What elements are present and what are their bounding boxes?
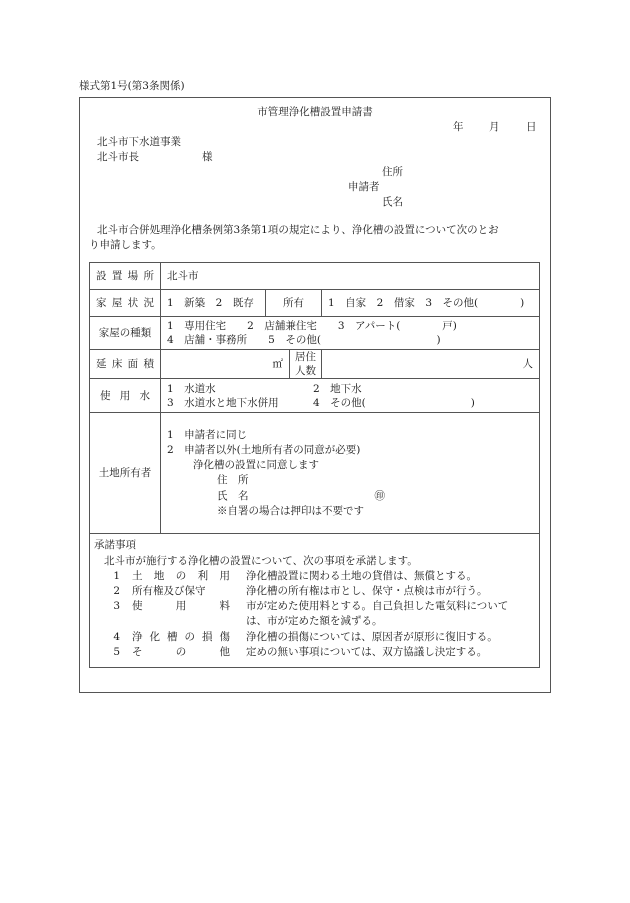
consent-item-4: 4 浄 化 槽 の 損 傷 浄化槽の損傷については、原因者が原形に復旧する。 bbox=[113, 630, 498, 643]
water-opt-2: 2 地下水 bbox=[313, 382, 362, 395]
floor-area-label: 延 床 面 積 bbox=[90, 350, 161, 379]
location-label: 設 置 場 所 bbox=[90, 263, 161, 290]
consent-section bbox=[90, 534, 540, 668]
seal-mark: ㊞ bbox=[374, 489, 385, 502]
consent-item-5: 5 そ の 他 定めの無い事項については、双方協議し決定する。 bbox=[113, 645, 488, 658]
floor-area-unit: ㎡ bbox=[161, 350, 290, 379]
applicant-label: 申請者 bbox=[348, 181, 380, 193]
row-floor-area bbox=[90, 350, 540, 379]
intro-line-1: 北斗市合併処理浄化槽条例第3条第1項の規定により、浄化槽の設置について次のとお bbox=[97, 224, 499, 236]
applicant-address-label: 住所 bbox=[382, 166, 403, 178]
land-owner-label: 土地所有者 bbox=[90, 413, 161, 534]
row-location bbox=[90, 263, 540, 290]
consent-intro: 北斗市が施行する浄化槽の設置について、次の事項を承諾します。 bbox=[104, 554, 418, 567]
owner-address: 住 所 bbox=[217, 474, 249, 487]
land-owner-details bbox=[161, 413, 540, 534]
location-value: 北斗市 bbox=[161, 263, 540, 290]
consent-item-3-cont: は、市が定めた額を減ずる。 bbox=[246, 615, 383, 628]
date-day: 日 bbox=[526, 121, 537, 133]
owner-consent: 浄化槽の設置に同意します bbox=[193, 459, 319, 472]
house-type-label: 家屋の種類 bbox=[90, 317, 161, 350]
water-opt-3: 3 水道水と地下水併用 bbox=[167, 396, 279, 409]
consent-item-1: 1 土 地 の 利 用 浄化槽設置に関わる土地の貸借は、無償とする。 bbox=[113, 569, 477, 582]
row-consent bbox=[90, 534, 540, 668]
application-table bbox=[89, 262, 540, 668]
intro-line-2: り申請します。 bbox=[89, 239, 162, 251]
owner-other: 2 申請者以外(土地所有者の同意が必要) bbox=[167, 443, 361, 456]
owner-name-line bbox=[167, 489, 533, 504]
addressee-honorific: 様 bbox=[202, 151, 213, 163]
addressee-mayor: 北斗市長 bbox=[97, 151, 139, 163]
date-month: 月 bbox=[489, 121, 500, 133]
consent-item-2: 2 所有権及び保守 浄化槽の所有権は市とし、保守・点検は市が行う。 bbox=[113, 585, 488, 597]
status-label: 家 屋 状 況 bbox=[90, 290, 161, 317]
house-type-options bbox=[161, 317, 540, 350]
row-house-type bbox=[90, 317, 540, 350]
owner-note: ※自署の場合は押印は不要です bbox=[217, 504, 364, 517]
water-label: 使 用 水 bbox=[90, 379, 161, 413]
date-year: 年 bbox=[453, 121, 464, 133]
ownership-options: 1 自家 2 借家 3 その他( ) bbox=[322, 290, 540, 317]
consent-item-3: 3 使 用 料 市が定めた使用料とする。自己負担した電気料について bbox=[113, 600, 509, 613]
water-opt-4: 4 その他( ) bbox=[313, 396, 475, 409]
applicant-name-label: 氏名 bbox=[382, 196, 403, 208]
status-new-existing: 1 新築 2 既存 bbox=[161, 290, 266, 317]
owner-name: 氏 名 bbox=[217, 489, 249, 502]
residents-unit: 人 bbox=[322, 350, 540, 379]
consent-heading: 承諾事項 bbox=[94, 539, 136, 552]
house-type-line-1: 1 専用住宅 2 店舗兼住宅 3 アパート( 戸) bbox=[167, 319, 457, 332]
form-number: 様式第1号(第3条関係) bbox=[79, 80, 185, 92]
ownership-label: 所有 bbox=[266, 290, 322, 317]
row-land-owner bbox=[90, 413, 540, 534]
row-house-status bbox=[90, 290, 540, 317]
water-options bbox=[161, 379, 540, 413]
owner-same: 1 申請者に同じ bbox=[167, 428, 248, 441]
addressee-office: 北斗市下水道事業 bbox=[97, 136, 181, 148]
residents-label: 居住人数 bbox=[290, 350, 322, 379]
form-title: 市管理浄化槽設置申請書 bbox=[257, 106, 373, 118]
water-opt-1: 1 水道水 bbox=[167, 382, 216, 395]
row-water bbox=[90, 379, 540, 413]
house-type-line-2: 4 店舗・事務所 5 その他( ) bbox=[167, 334, 441, 346]
